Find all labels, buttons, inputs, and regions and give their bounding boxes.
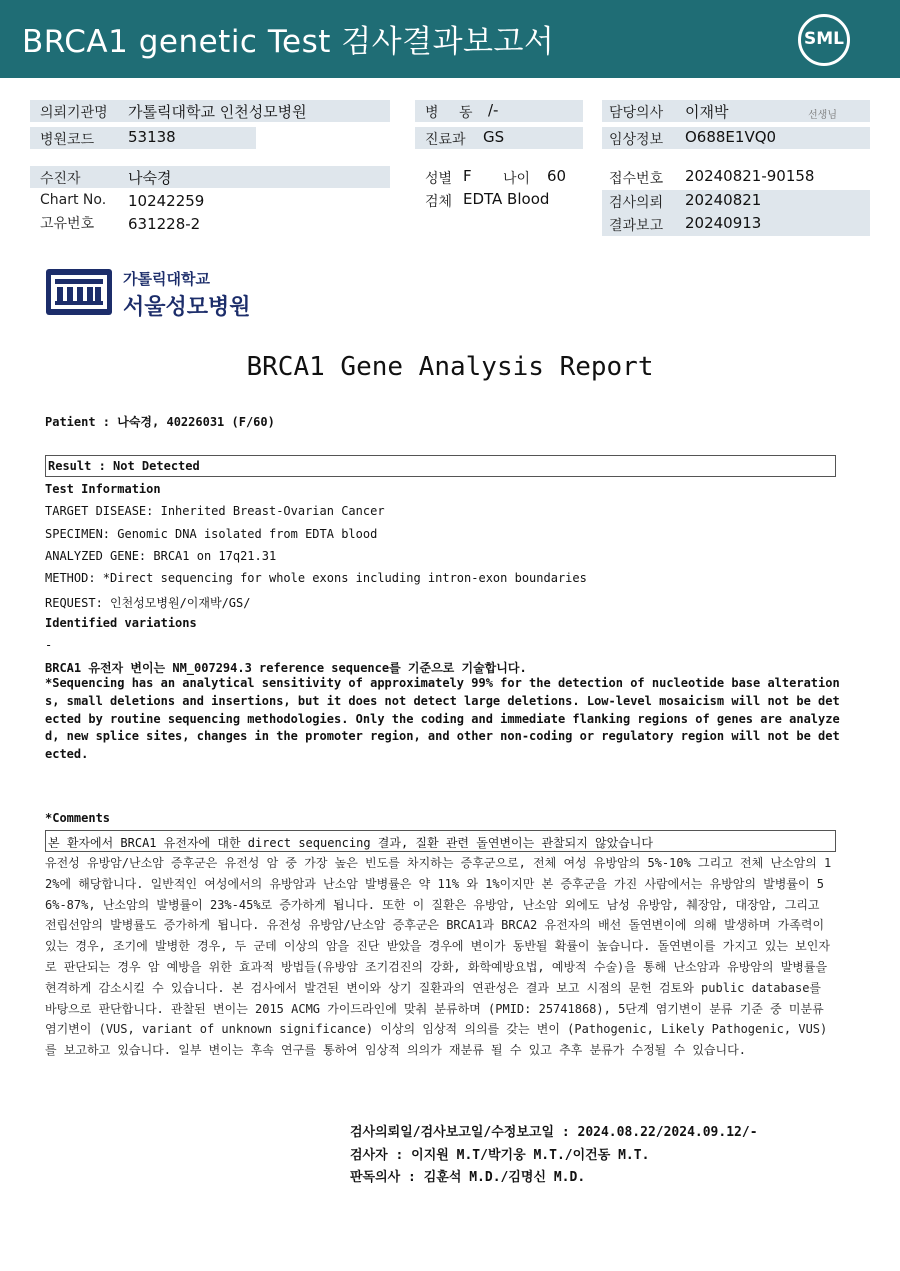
clinical-value: O688E1VQ0 xyxy=(685,128,777,146)
tester-line: 검사자 : 이지원 M.T/박기웅 M.T./이건동 M.T. xyxy=(350,1148,650,1163)
age-label: 나이 xyxy=(503,171,531,187)
request-label: 검사의뢰 xyxy=(609,195,664,211)
sex-label: 성별 xyxy=(425,171,453,187)
patient-bar xyxy=(30,166,390,188)
hospital-code-label: 병원코드 xyxy=(40,132,95,148)
analyzed-gene: ANALYZED GENE: BRCA1 on 17q21.31 xyxy=(45,549,277,563)
patient-value: 나숙경 xyxy=(128,169,172,187)
identified-value: - xyxy=(45,638,53,652)
doctor-label: 담당의사 xyxy=(609,105,664,121)
unique-label: 고유번호 xyxy=(40,216,95,232)
report-header-title: BRCA1 genetic Test 검사결과보고서 xyxy=(22,24,555,60)
age-value: 60 xyxy=(547,167,567,185)
hospital-name-large: 서울성모병원 xyxy=(123,295,251,320)
comments-heading: *Comments xyxy=(45,811,111,825)
report-title: BRCA1 Gene Analysis Report xyxy=(246,352,654,382)
doctor-value: 이재박 xyxy=(685,103,729,121)
hospital-name-small: 가톨릭대학교 xyxy=(123,270,210,288)
hospital-emblem-icon xyxy=(45,268,113,316)
comment-box-text: 본 환자에서 BRCA1 유전자에 대한 direct sequencing 결과, 질환 관련 돌연변이는 관찰되지 않았습니다 xyxy=(48,836,653,850)
institution-value: 가톨릭대학교 인천성모병원 xyxy=(128,103,307,121)
result-report-label: 결과보고 xyxy=(609,218,664,234)
dates-line: 검사의뢰일/검사보고일/수정보고일 : 2024.08.22/2024.09.12/- xyxy=(350,1125,758,1140)
test-info-heading: Test Information xyxy=(45,482,161,496)
sml-logo-text: SML xyxy=(804,29,844,49)
institution-label: 의뢰기관명 xyxy=(40,105,108,121)
method-line: METHOD: *Direct sequencing for whole exons including intron-exon boundaries xyxy=(45,571,587,585)
identified-heading: Identified variations xyxy=(45,616,197,630)
receipt-value: 20240821-90158 xyxy=(685,167,815,185)
result-report-value: 20240913 xyxy=(685,214,762,232)
unique-value: 631228-2 xyxy=(128,215,201,233)
specimen-value: EDTA Blood xyxy=(463,190,550,208)
sml-logo xyxy=(798,14,850,66)
reader-line: 판독의사 : 김훈석 M.D./김명신 M.D. xyxy=(350,1170,586,1185)
chart-label: Chart No. xyxy=(40,192,107,208)
dept-value: GS xyxy=(483,128,505,146)
chart-value: 10242259 xyxy=(128,192,205,210)
request-value: 20240821 xyxy=(685,191,762,209)
sex-value: F xyxy=(463,167,472,185)
ward-value: /- xyxy=(488,101,499,119)
ward-label: 병 동 xyxy=(425,105,481,121)
header-banner xyxy=(0,0,900,78)
patient-label: 수진자 xyxy=(40,171,81,187)
doctor-suffix: 선생님 xyxy=(808,110,837,121)
result-line: Result : Not Detected xyxy=(48,459,200,473)
clinical-label: 임상정보 xyxy=(609,132,664,148)
patient-line: Patient : 나숙경, 40226031 (F/60) xyxy=(45,415,275,429)
sensitivity-paragraph: *Sequencing has an analytical sensitivity of approximately 99% for the detection of nucleotide base alterations, small deletions and insertions, but it does not detect large deletions. Low-level mosaicism will not be detected by routine sequencing methodologies. Only the coding and immediate flanking regions of genes are analyzed, new splice sites, changes in the promoter region, and other non-coding or regulatory region will not be detected. xyxy=(45,676,840,762)
request-line: REQUEST: 인천성모병원/이재박/GS/ xyxy=(45,596,251,610)
hospital-code-value: 53138 xyxy=(128,128,176,146)
reference-line: BRCA1 유전자 변이는 NM_007294.3 reference sequence를 기준으로 기술합니다. xyxy=(45,661,527,675)
specimen-label: 검체 xyxy=(425,194,453,210)
target-disease: TARGET DISEASE: Inherited Breast-Ovarian Cancer xyxy=(45,504,385,518)
receipt-label: 접수번호 xyxy=(609,171,664,187)
comment-body: 유전성 유방암/난소암 증후군은 유전성 암 중 가장 높은 빈도를 차지하는 증후군으로, 전체 여성 유방암의 5%-10% 그리고 전체 난소암의 12%에 해당합니다. 일반적인 여성에서의 유방암과 난소암 발병률은 약 11% 와 1%이지만 본 증후군을 가진 사람에서는 유방암의 발병률이 56%-87%, 난소암의 발병률이 23%-45%로 증가하게 됩니다. 또한 이 질환은 유방암, 난소암 외에도 남성 유방암, 췌장암, 대장암, 그리고 전립선암의 발병률도 증가하게 됩니다. 유전성 유방암/난소암 증후군은 BRCA1과 BRCA2 유전자의 배선 돌연변이에 의해 발생하며 가족력이 있는 경우, 조기에 발병한 경우, 두 군데 이상의 암을 진단 받았을 경우에 변이가 동반될 확률이 높습니다. 돌연변이를 가지고 있는 보인자로 판단되는 경우 암 예방을 위한 효과적 방법들(유방암 조기검진의 강화, 화학예방요법, 예방적 수술)을 통해 난소암과 유방암의 발병률을 현격하게 감소시킬 수 있습니다. 본 검사에서 발견된 변이와 상기 질환과의 연관성은 결과 보고 시점의 문헌 검토와 public database를 바탕으로 판단합니다. 관찰된 변이는 2015 ACMG 가이드라인에 맞춰 분류하며 (PMID: 25741868), 5단계 염기변이 분류 기준 중 미분류 염기변이 (VUS, variant of unknown significance) 이상의 임상적 의의를 갖는 변이 (Pathogenic, Likely Pathogenic, VUS) 를 보고하고 있습니다. 일부 변이는 후속 연구를 통하여 임상적 의의가 재분류 될 수 있고 추후 분류가 수정될 수 있습니다. xyxy=(45,856,832,1058)
specimen-line: SPECIMEN: Genomic DNA isolated from EDTA blood xyxy=(45,527,378,541)
dept-label: 진료과 xyxy=(425,132,466,148)
